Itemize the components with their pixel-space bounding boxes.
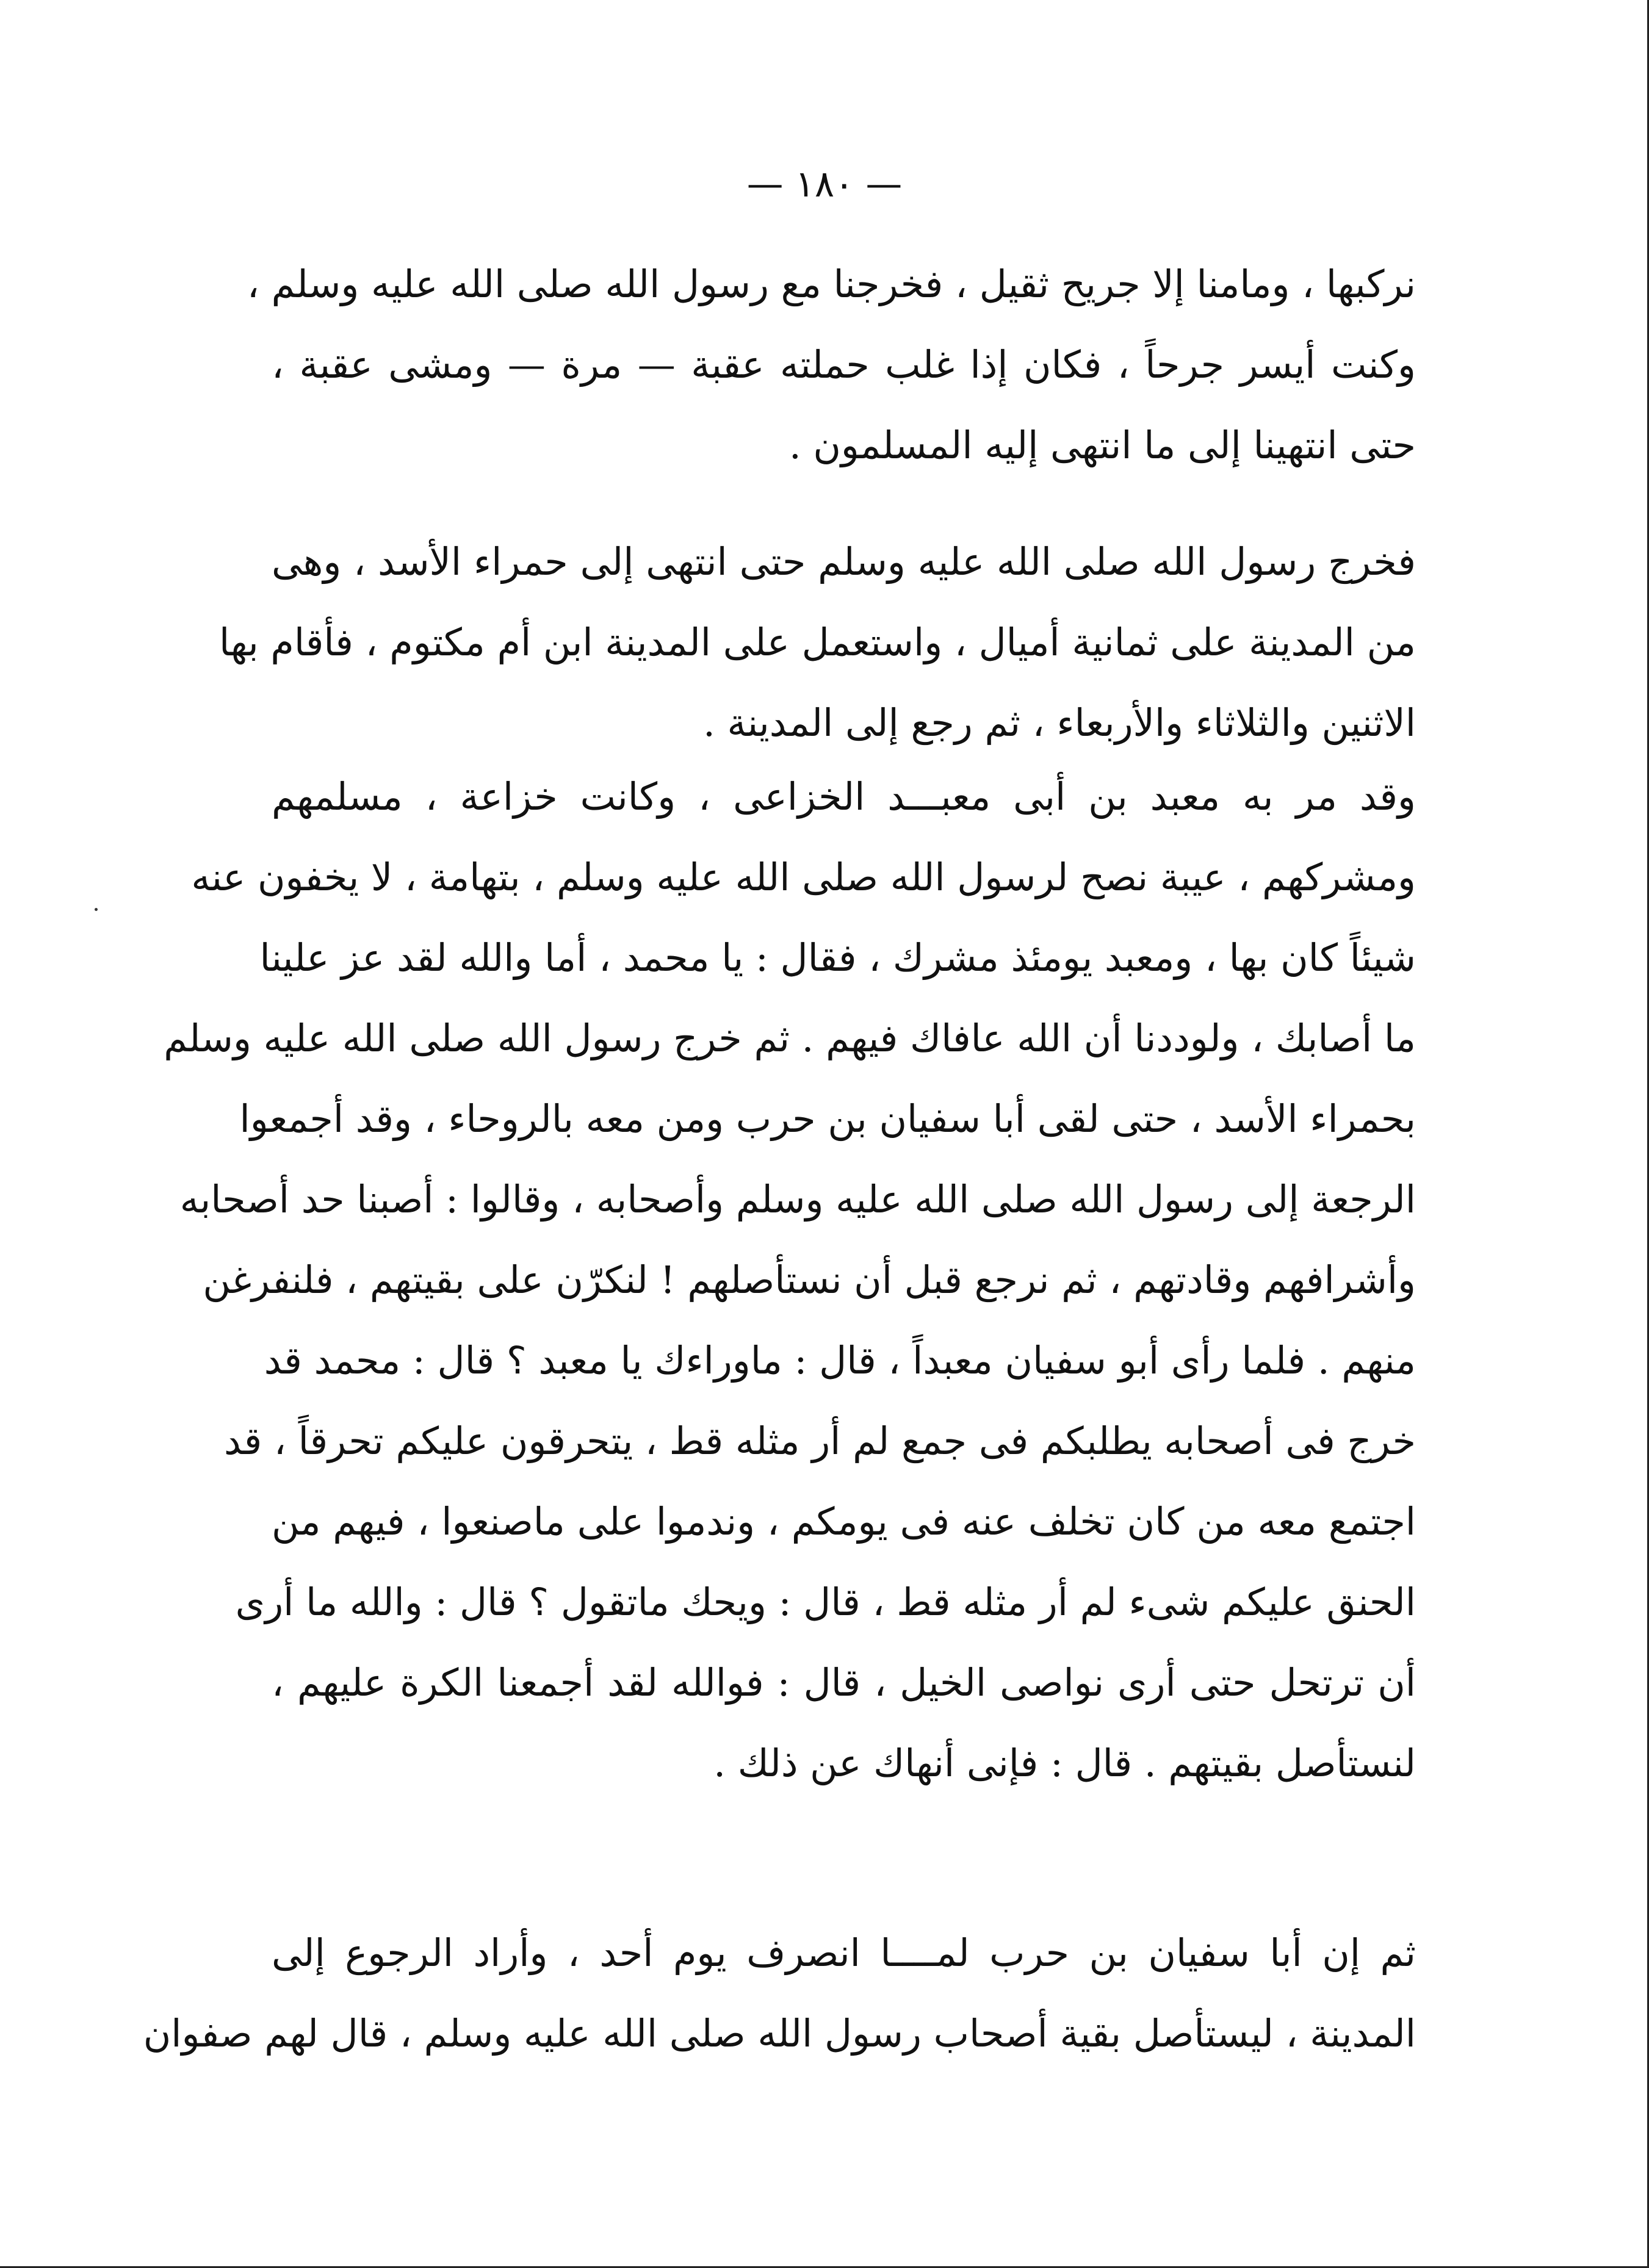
text-line: من المدينة على ثمانية أميال ، واستعمل على المدينة ابن أم مكتوم ، فأقام بها [219, 620, 1416, 664]
text-line: وكنت أيسر جرحاً ، فكان إذا غلب حملته عقبة — مرة — ومشى عقبة ، [272, 342, 1416, 387]
text-line: ثم إن أبا سفيان بن حرب لمــــا انصرف يوم أحد ، وأراد الرجوع إلى [272, 1931, 1416, 1975]
text-line: الاثنين والثلاثاء والأربعاء ، ثم رجع إلى المدينة . [703, 700, 1416, 745]
text-line: خرج فى أصحابه يطلبكم فى جمع لم أر مثله قط ، يتحرقون عليكم تحرقاً ، قد [224, 1419, 1416, 1463]
page-number: — ١٨٠ — [746, 163, 903, 206]
text-line: لنستأصل بقيتهم . قال : فإنى أنهاك عن ذلك . [713, 1741, 1416, 1785]
text-line: الحنق عليكم شىء لم أر مثله قط ، قال : ويحك ماتقول ؟ قال : والله ما أرى [235, 1580, 1416, 1624]
paragraph-4 [143, 1913, 1416, 2074]
paragraph-2 [219, 522, 1416, 763]
text-line: فخرج رسول الله صلى الله عليه وسلم حتى انتهى إلى حمراء الأسد ، وهى [272, 539, 1416, 584]
paragraph-3 [164, 757, 1416, 1804]
text-line: منهم . فلما رأى أبو سفيان معبداً ، قال : ماوراءك يا معبد ؟ قال : محمد قد [264, 1338, 1416, 1383]
text-line: وأشرافهم وقادتهم ، ثم نرجع قبل أن نستأصلهم ! لنكرّن على بقيتهم ، فلنفرغن [203, 1258, 1416, 1302]
text-line: الرجعة إلى رسول الله صلى الله عليه وسلم وأصحابه ، وقالوا : أصبنا حد أصحابه [179, 1177, 1416, 1222]
scan-speck [95, 908, 98, 911]
text-line: نركبها ، ومامنا إلا جريح ثقيل ، فخرجنا مع رسول الله صلى الله عليه وسلم ، [247, 262, 1416, 306]
text-line: المدينة ، ليستأصل بقية أصحاب رسول الله صلى الله عليه وسلم ، قال لهم صفوان [143, 2011, 1416, 2056]
text-line: أن ترتحل حتى أرى نواصى الخيل ، قال : فوالله لقد أجمعنا الكرة عليهم ، [272, 1660, 1416, 1705]
text-line: اجتمع معه من كان تخلف عنه فى يومكم ، وندموا على ماصنعوا ، فيهم من [272, 1499, 1416, 1544]
text-line: ومشركهم ، عيبة نصح لرسول الله صلى الله عليه وسلم ، بتهامة ، لا يخفون عنه [191, 855, 1416, 899]
text-line: وقد مر به معبد بن أبى معبـــد الخزاعى ، وكانت خزاعة ، مسلمهم [272, 774, 1416, 819]
text-line: شيئاً كان بها ، ومعبد يومئذ مشرك ، فقال : يا محمد ، أما والله لقد عز علينا [259, 935, 1416, 980]
text-line: بحمراء الأسد ، حتى لقى أبا سفيان بن حرب ومن معه بالروحاء ، وقد أجمعوا [239, 1096, 1416, 1141]
paragraph-1 [247, 244, 1416, 486]
text-line: حتى انتهينا إلى ما انتهى إليه المسلمون . [788, 423, 1416, 467]
text-line: ما أصابك ، ولوددنا أن الله عافاك فيهم . ثم خرج رسول الله صلى الله عليه وسلم [164, 1016, 1416, 1060]
